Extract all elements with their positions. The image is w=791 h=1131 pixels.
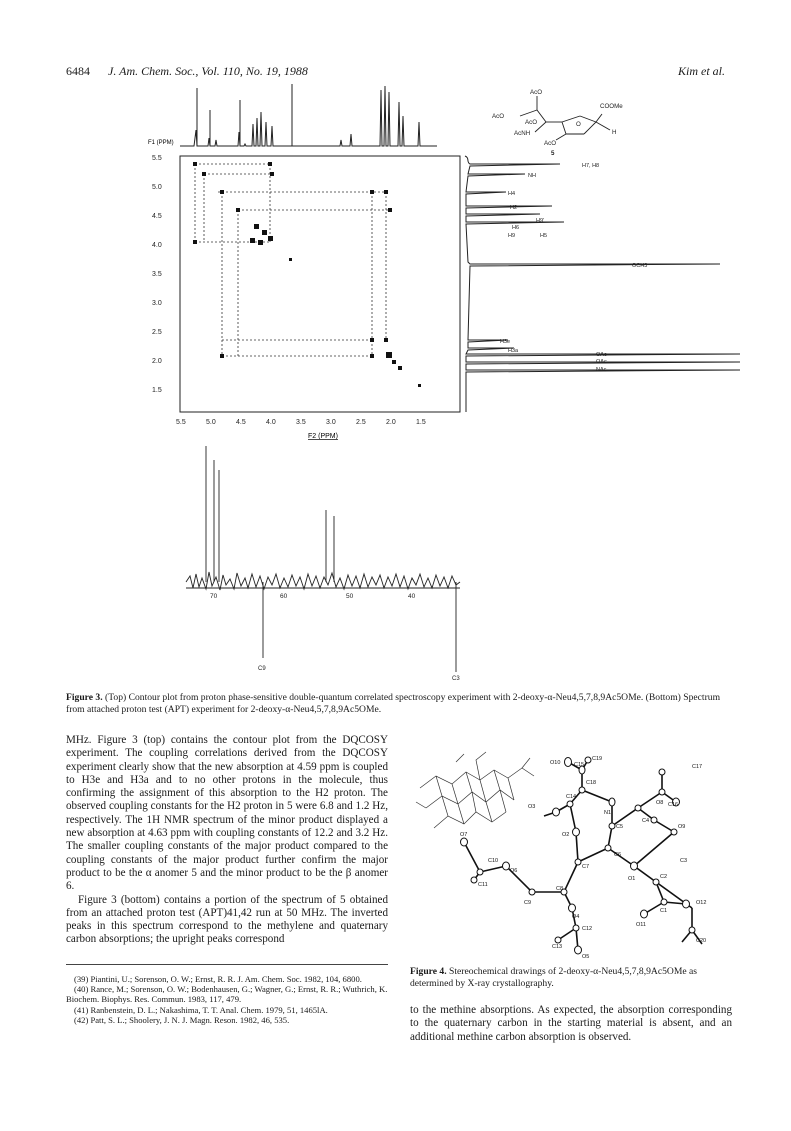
atom-label: C18	[586, 780, 597, 786]
atom-label: O10	[550, 760, 561, 766]
atom-label: C7	[582, 864, 590, 870]
atom-label: O12	[696, 900, 707, 906]
atom-label: C19	[592, 756, 603, 762]
f1-tick: 4.5	[152, 213, 162, 220]
atom-label: C3	[680, 858, 688, 864]
f2-tick: 4.0	[266, 419, 276, 426]
f1-tick: 2.0	[152, 358, 162, 365]
atom-labels	[460, 756, 706, 960]
atom-label: O2	[562, 832, 570, 838]
peak-label: NH	[528, 173, 536, 179]
atom-label: C11	[478, 882, 488, 888]
atom-label: C14	[566, 794, 577, 800]
f2-tick: 5.5	[176, 419, 186, 426]
atom-label: O3	[528, 804, 536, 810]
body-paragraph: MHz. Figure 3 (top) contains the contour plot from the DQCOSY experiment. The coupling correlations derived from the DQCOSY experiment clearly show that the new absorption at 4.59 ppm is coupled to H3e and H3a and to no other protons in the molecule, thus confirming the assignment of this absorption to the H2 proton. The observed coupling constants for the H2 proton in 5 were 6.8 and 1.2 Hz, respectively. The 1H NMR spectrum of the minor product displayed a new absorption at 4.63 ppm with coupling constants of 12.2 and 3.2 Hz. The smaller coupling constants of the major product compared to the coupling constants of the major product further confirm the major product to be the α anomer 5 and the minor product to be the β anomer 6.	[66, 734, 388, 893]
f2-tick: 5.0	[206, 419, 216, 426]
right-column-body	[410, 1004, 732, 1044]
f1-ticks	[152, 155, 162, 394]
correlation-lines	[195, 164, 390, 356]
f2-tick: 2.5	[356, 419, 366, 426]
peak-label: H7, H8	[582, 163, 600, 169]
atom-label: O6	[510, 868, 518, 874]
atom-label: O5	[582, 954, 590, 960]
running-authors: Kim et al.	[678, 64, 725, 78]
figure3-caption-label: Figure 3.	[66, 692, 103, 703]
structure-group: AcNH	[514, 130, 531, 137]
atom-label: C6	[614, 852, 622, 858]
atom-label: O7	[460, 832, 468, 838]
reference-item: (41) Ranbenstein, D. L.; Nakashima, T. T. Anal. Chem. 1979, 51, 1465lA.	[74, 1004, 328, 1015]
peak-label: H6	[512, 225, 520, 231]
structure-group: H	[612, 129, 617, 136]
f1-tick: 5.5	[152, 155, 162, 162]
f1-tick: 3.5	[152, 271, 162, 278]
atom-label: C5	[616, 824, 624, 830]
peak-label: H3a	[508, 348, 519, 354]
figure3-caption-text: (Top) Contour plot from proton phase-sensitive double-quantum correlated spectroscopy experiment with 2-deoxy-α-Neu4,5,7,8,9Ac5OMe. (Bottom) Spectrum from attached proton test (APT) experiment for 2-deoxy-α-Neu4,5,7,8,9Ac5OMe.	[66, 692, 721, 715]
atom-label: O8	[656, 800, 664, 806]
figure3-caption	[66, 692, 728, 716]
structure-group: AcO	[544, 140, 557, 147]
left-column-body	[66, 734, 388, 947]
peak-label: H9	[508, 233, 516, 239]
peak-label: NAc	[596, 367, 607, 373]
peak-label: OAc	[596, 359, 607, 365]
f1-tick: 2.5	[152, 329, 162, 336]
apt-tick: 70	[210, 593, 218, 600]
atom-label: C16	[668, 802, 679, 808]
structure-group: AcO	[525, 119, 538, 126]
apt-labels	[258, 666, 460, 682]
apt-label: C3	[452, 676, 460, 682]
peak-label: H9'	[536, 218, 545, 224]
apt-tick: 60	[280, 593, 288, 600]
f1-projection-spectrum	[465, 156, 740, 412]
peak-label: H3e	[500, 339, 511, 345]
atom-label: C10	[488, 858, 499, 864]
figure4-caption-label: Figure 4.	[410, 966, 447, 977]
f2-axis-label: F2 (PPM)	[308, 433, 338, 440]
atom-label: C15	[574, 762, 585, 768]
atom-label: C8	[556, 886, 564, 892]
peak-label: H4	[508, 191, 516, 197]
body-paragraph: Figure 3 (bottom) contains a portion of the spectrum of 5 obtained from an attached proton test (APT)41,42 run at 50 MHz. The inverted peaks in this spectrum correspond to the methylene and quaternary carbon absorptions; the upright peaks correspond	[66, 893, 388, 946]
structure-group: AcO	[492, 113, 505, 120]
f2-tick: 3.5	[296, 419, 306, 426]
page-number: 6484	[66, 64, 90, 78]
references	[66, 974, 388, 1025]
compound-number: 5	[551, 150, 555, 157]
atom-label: N1	[604, 810, 612, 816]
atom-label: C4	[642, 818, 650, 824]
atom-label: C12	[582, 926, 593, 932]
f1-tick: 1.5	[152, 387, 162, 394]
peak-label: H5	[540, 233, 548, 239]
figure4-caption	[410, 966, 732, 990]
f2-tick: 2.0	[386, 419, 396, 426]
atom-label: O1	[628, 876, 636, 882]
reference-item: (39) Piantini, U.; Sorenson, O. W.; Ernst, R. R. J. Am. Chem. Soc. 1982, 104, 6800.	[74, 974, 362, 984]
f1-tick: 5.0	[152, 184, 162, 191]
figure4-graphic	[406, 732, 728, 960]
f1-axis-label: F1 (PPM)	[148, 140, 174, 146]
structure-group: COOMe	[600, 103, 623, 110]
references-rule	[66, 964, 388, 965]
structure-group: AcO	[530, 89, 543, 96]
reference-item: (42) Patt, S. L.; Shoolery, J. N. J. Magn. Reson. 1982, 46, 535.	[74, 1014, 290, 1025]
f1-tick: 3.0	[152, 300, 162, 307]
structure-group: O	[576, 121, 581, 128]
peak-label: H2	[510, 205, 518, 211]
apt-label: C9	[258, 666, 266, 672]
atom-label: O4	[572, 914, 580, 920]
apt-ticks	[210, 593, 416, 600]
figure3-graphic	[140, 82, 740, 682]
reference-item: (40) Rance, M.; Sorenson, O. W.; Bodenhausen, G.; Wagner, G.; Ernst, R. R.; Wuthrich, K. Biochem. Biophys. Res. Commun. 1983, 117, 479.	[66, 984, 388, 1005]
contour-peaks	[193, 162, 421, 387]
f2-ticks	[176, 419, 426, 426]
f2-tick: 4.5	[236, 419, 246, 426]
body-paragraph: to the methine absorptions. As expected, the absorption corresponding to the quaternary carbon in the starting material is absent, and an additional methine carbon absorption is observed.	[410, 1004, 732, 1043]
peak-label: OCH3	[632, 263, 648, 269]
f1-peak-labels	[500, 163, 647, 373]
f2-tick: 1.5	[416, 419, 426, 426]
atom-label: O9	[678, 824, 686, 830]
apt-tick: 40	[408, 593, 416, 600]
atom-label: C9	[524, 900, 532, 906]
f2-projection-spectrum	[180, 84, 437, 146]
f2-tick: 3.0	[326, 419, 336, 426]
atom-label: C1	[660, 908, 668, 914]
peak-label: OAc	[596, 352, 607, 358]
atom-label: C2	[660, 874, 668, 880]
figure4-caption-text: Stereochemical drawings of 2-deoxy-α-Neu4,5,7,8,9Ac5OMe as determined by X-ray crystallography.	[410, 966, 698, 989]
atom-label: C13	[552, 944, 563, 950]
atom-label: O11	[636, 922, 646, 928]
atom-label: C17	[692, 764, 703, 770]
structure-5-drawing	[520, 96, 610, 140]
atom-label: C20	[696, 938, 707, 944]
packing-diagram	[416, 752, 534, 828]
apt-tick: 50	[346, 593, 354, 600]
structure-5-labels	[492, 89, 623, 157]
journal-citation: J. Am. Chem. Soc., Vol. 110, No. 19, 1988	[108, 64, 308, 78]
apt-spectrum	[186, 446, 460, 672]
f1-tick: 4.0	[152, 242, 162, 249]
